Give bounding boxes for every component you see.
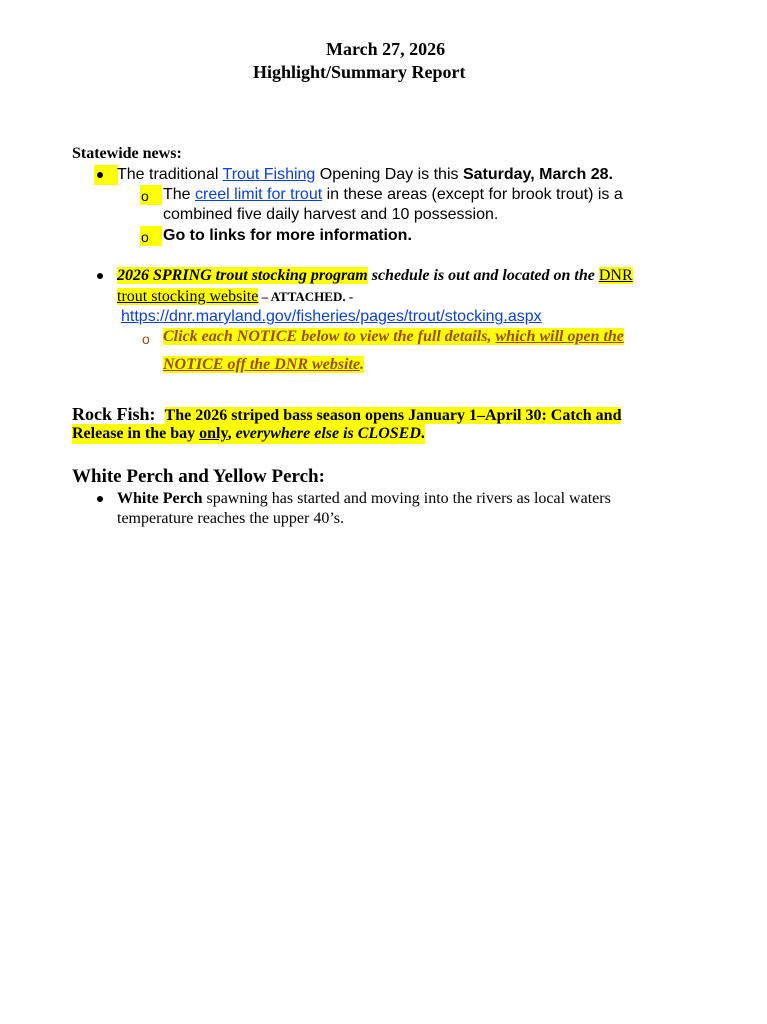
sub-bullet-highlight: o: [140, 185, 162, 205]
creel-post: in these areas (except for brook trout) is a: [322, 186, 623, 203]
rockfish-only: only: [199, 425, 228, 442]
perch-item-line1: [117, 489, 611, 509]
perch-spawning-text: spawning has started and moving into the rivers as local waters: [202, 490, 611, 507]
rockfish-heading: Rock Fish:: [72, 404, 156, 424]
opening-day-item: [117, 165, 613, 185]
go-to-links-text: Go to links for more information.: [163, 227, 412, 244]
dnr-link-part1[interactable]: DNR: [598, 267, 633, 284]
rockfish-end: .: [420, 425, 425, 442]
rockfish-line2: [72, 424, 425, 444]
stocking-program-text: schedule is out and located on the: [367, 267, 599, 284]
report-date: March 27, 2026: [326, 39, 446, 59]
notice-end: .: [360, 356, 365, 373]
creel-limit-link[interactable]: creel limit for trout: [195, 186, 323, 203]
stocking-program-highlight: 2026 SPRING trout stocking program: [117, 267, 368, 284]
bullet-dot: [97, 273, 103, 279]
stocking-program-line1: [117, 266, 633, 286]
notice-link-part1[interactable]: which will open the: [495, 328, 624, 345]
statewide-heading: Statewide news:: [72, 145, 182, 162]
white-perch-label: White Perch: [117, 490, 203, 507]
attached-text: – ATTACHED. -: [258, 289, 354, 304]
trout-fishing-link[interactable]: Trout Fishing: [222, 166, 316, 183]
rockfish-release-pre: Release in the bay: [72, 425, 200, 442]
stocking-url-link[interactable]: https://dnr.maryland.gov/fisheries/pages/trout/stocking.aspx: [121, 308, 542, 325]
notice-line2: [163, 355, 364, 375]
notice-link-part2[interactable]: NOTICE off the DNR website: [163, 356, 361, 373]
creel-limit-line2: combined five daily harvest and 10 possession.: [163, 206, 499, 223]
notice-text: Click each NOTICE below to view the full details,: [163, 328, 496, 345]
dnr-link-part2[interactable]: trout stocking website: [117, 288, 259, 305]
perch-item-line2: temperature reaches the upper 40’s.: [117, 510, 345, 527]
rockfish-season-text: The 2026 striped bass season opens January 1–April 30: Catch and: [164, 407, 622, 424]
rockfish-comma: ,: [227, 425, 236, 442]
opening-day-pre: The traditional: [117, 166, 223, 183]
bullet-dot: [97, 496, 103, 502]
sub-bullet-highlight: o: [140, 226, 162, 246]
report-title: Highlight/Summary Report: [253, 62, 466, 82]
bullet-highlight: [94, 165, 118, 185]
sub-bullet-circle: o: [142, 331, 150, 347]
creel-pre: The: [163, 186, 196, 203]
notice-line1: [163, 327, 624, 347]
rockfish-closed: everywhere else is CLOSED: [235, 425, 421, 442]
opening-day-date: Saturday, March 28.: [462, 166, 613, 183]
opening-day-mid: Opening Day is this: [315, 166, 463, 183]
creel-limit-line1: [163, 185, 623, 205]
stocking-program-line2: [117, 287, 353, 307]
perch-heading: White Perch and Yellow Perch:: [72, 466, 325, 487]
bullet-dot: [97, 172, 103, 178]
